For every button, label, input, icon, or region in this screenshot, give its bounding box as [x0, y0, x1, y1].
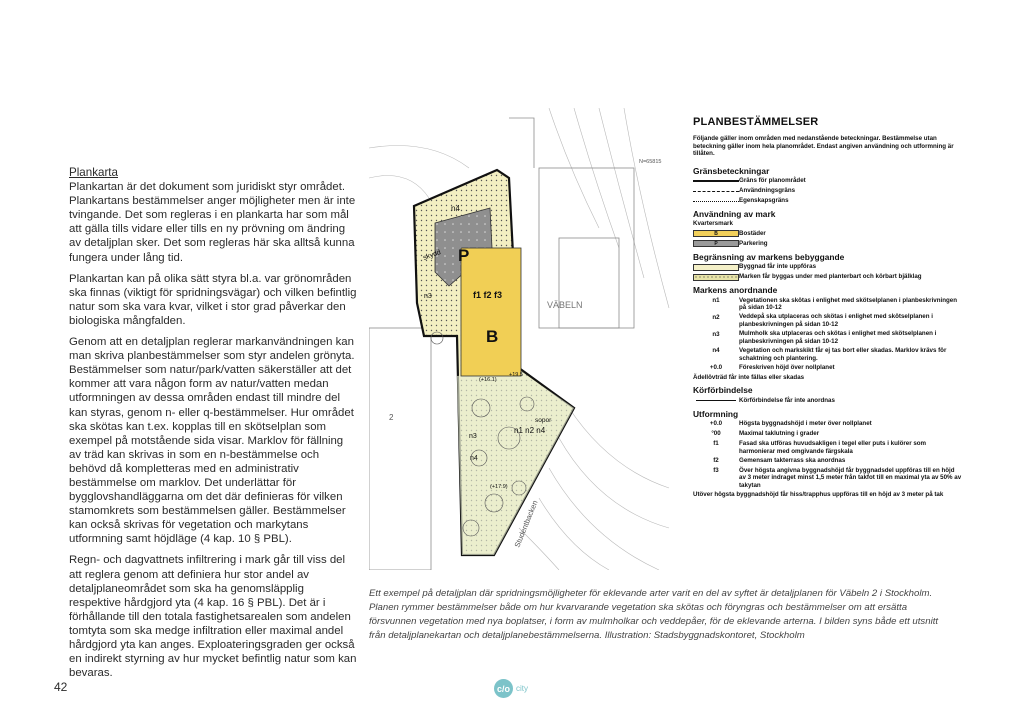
- logo: [494, 679, 528, 698]
- logo-mark: c/o: [494, 679, 513, 698]
- legend-row: [693, 347, 963, 362]
- legend-row: [693, 440, 963, 455]
- legend-text: Byggnad får inte uppföras: [739, 263, 817, 271]
- map-label: n4: [470, 455, 478, 462]
- legend-code: P: [693, 240, 739, 247]
- legend-row: [693, 467, 963, 489]
- map-label: 2: [389, 413, 394, 422]
- legend-text: Gemensam takterrass ska anordnas: [739, 456, 846, 464]
- page-number: 42: [54, 680, 68, 694]
- legend-section-heading: Användning av mark: [693, 209, 776, 220]
- legend-text: Veddepå ska utplaceras och skötas i enlighet med skötselplanen i planbeskrivningen på sidan 10-12: [739, 313, 933, 328]
- legend-subheading: Kvartersmark: [693, 220, 733, 228]
- body-paragraph: Regn- och dagvattnets infiltrering i mark går till viss del att reglera genom att definiera hur stor andel av detaljplaneområdet som ska ha genomsläpplig respektive hårdgjord yta (4 kap. 16 § PBL). Det är i förhållande till den totala fastighetsarealen som andelen tomtyta som ska medge infiltration eller maximal andel hårdgjord yta kan anges. Exploateringsgraden ger också en indirekt styrning av hur mycket befintlig natur som kan bevaras.: [69, 554, 357, 680]
- legend-panel: [693, 116, 963, 501]
- body-paragraph: Plankartan kan på olika sätt styra bl.a. var grönområden ska finnas (viktigt för spridningsvägar) och vilken befintlig natur som ska vara kvar, vilket i stor grad påverkar den biologiska mångfalden.: [69, 272, 357, 327]
- legend-text: Föreskriven höjd över nollplanet: [739, 363, 835, 371]
- legend-intro: Följande gäller inom områden med nedanstående beteckningar. Bestämmelse utan beteckning gäller inom hela planområdet. Endast angiven användning och utformning är tillåten.: [693, 135, 954, 158]
- legend-section-heading: Körförbindelse: [693, 385, 753, 396]
- map-label: n4: [451, 204, 460, 213]
- figure-caption: Ett exempel på detaljplan där spridningsmöjligheter för eklevande arter varit en del av syftet är detaljplanen för Väbeln 2 i Stockholm. Planen rymmer bestämmelser både om hur kvarvarande vegetation ska skötas och föryngras och bestämmelser om att ersätta försvunnen vegetation med nya boplatser, i form av mulmholkar och veddepåer, för de eklevande arterna. I bilden syns både ett utsnitt från detaljplanekartan och detaljplanebestämmelserna. Illustration: Stadsbyggnadskontoret, Stockholm: [369, 588, 939, 641]
- legend-code: °00: [711, 430, 721, 438]
- legend-section-heading: Markens anordnande: [693, 285, 778, 296]
- legend-section-heading: Begränsning av markens bebyggande: [693, 251, 845, 262]
- legend-text: Mulmholk ska utplaceras och skötas i enlighet med skötselplanen i planbeskrivningen på sidan 10-12: [739, 330, 937, 345]
- legend-text: Maximal taklutning i grader: [739, 430, 820, 438]
- legend-text: Bostäder: [739, 229, 766, 237]
- legend-row: [693, 263, 963, 271]
- legend-row: [693, 297, 963, 312]
- map-label: P: [458, 246, 470, 265]
- legend-text: Parkering: [739, 239, 768, 247]
- legend-code: f1: [713, 440, 719, 448]
- legend-code: B: [693, 230, 739, 237]
- legend-text: Vegetationen ska skötas i enlighet med skötselplanen i planbeskrivningen på sidan 10-12: [739, 296, 958, 312]
- map-label: (+16.1): [479, 377, 497, 383]
- legend-text: Högsta byggnadshöjd i meter över nollplanet: [739, 420, 872, 428]
- body-paragraph: Genom att en detaljplan reglerar markanvändningen kan man skriva planbestämmelser som styr andelen grönyta. Bestämmelser som natur/park/vatten säkerställer att det kommer att vara någon form av natur/vatten medan utformningen av dessa områden endast till mindre del kan styras, genom n- eller q-bestämmelser. Hur området ska skötas kan t.ex. kopplas till en skötselplan som exempel på motstående sida visar. Marklov för fällning av träd kan skrivas in som en n-bestämmelse och behövd då kompletteras med en administrativ bestämmelse om marklov. Det underlättar för bygglovshandläggarna om det där definieras för vilken stamomkrets som bestämmelsen gäller. Bestämmelser kan också skrivas för vegetation och markytans utformning samt höjdläge (4 kap. 10 § PBL).: [69, 336, 355, 546]
- legend-code: f3: [713, 467, 719, 475]
- legend-text: Användningsgräns: [739, 187, 796, 195]
- legend-section-heading: Gränsbeteckningar: [693, 165, 770, 176]
- legend-text: Körförbindelse får inte anordnas: [739, 396, 835, 404]
- map-label: sopor: [535, 417, 552, 424]
- legend-text: Egenskapsgräns: [739, 197, 789, 205]
- legend-code: +0.0: [709, 420, 723, 428]
- legend-row: [693, 177, 963, 185]
- logo-text: city: [516, 684, 528, 693]
- map-label: n3: [469, 433, 477, 440]
- plan-map-drawing: [369, 108, 670, 570]
- map-label: N=65815: [639, 159, 662, 165]
- map-label: Studentbacken: [512, 498, 540, 549]
- map-label: B: [486, 327, 499, 346]
- legend-code: n2: [712, 313, 720, 321]
- legend-code: n3: [712, 330, 720, 338]
- legend-row: [693, 313, 963, 328]
- map-label: skydd: [422, 249, 442, 262]
- map-label: n1 n2 n4: [514, 426, 546, 435]
- legend-row: [693, 397, 963, 405]
- legend-code: n4: [712, 347, 720, 355]
- legend-row: [693, 273, 963, 281]
- legend-text: Över högsta angivna byggnadshöjd får byggnadsdel uppföras till en höjd av 3 meter indraget minst 1,5 meter från takfot till en maximal yta av 50% av takytan: [739, 466, 962, 489]
- legend-code: n1: [712, 296, 720, 304]
- map-label: VÄBELN: [547, 300, 583, 310]
- map-label: n3: [424, 293, 432, 300]
- map-label: f1 f2 f3: [473, 290, 503, 300]
- section-heading: Plankarta: [69, 166, 118, 179]
- legend-note: Utöver högsta byggnadshöjd får hiss/trapphus uppföras till en höjd av 3 meter på tak: [693, 491, 944, 499]
- legend-text: Vegetation och markskikt får ej tas bort eller skadas. Marklov krävs för schaktning och plantering.: [739, 347, 947, 362]
- body-text-column: [69, 166, 357, 687]
- legend-row: [693, 364, 963, 372]
- body-paragraph: Plankartan är det dokument som juridiskt styr området. Plankartans bestämmelser anger möjligheter men är inte tvingande. Det som regleras i en plankarta har som mål att gälla tills vidare eller tills en ny prövning om ändring av detaljplan sker. Det som regleras här ska alltså kunna fungera under lång tid.: [69, 181, 356, 264]
- legend-text: Fasad ska utföras huvudsakligen i tegel eller puts i kulörer som harmonierar med omgivande färgskala: [739, 440, 927, 455]
- legend-code: +0.0: [709, 364, 723, 372]
- legend-row: [693, 420, 963, 428]
- legend-section-heading: Utformning: [693, 408, 739, 419]
- map-label: +19.5: [509, 372, 523, 378]
- legend-row: [693, 197, 963, 205]
- legend-title: PLANBESTÄMMELSER: [693, 116, 819, 128]
- legend-text: Marken får byggas under med planterbart och körbart bjälklag: [739, 273, 922, 281]
- legend-row: [693, 240, 963, 248]
- legend-row: [693, 230, 963, 238]
- legend-code: f2: [713, 457, 719, 465]
- legend-row: [693, 187, 963, 195]
- legend-note: Ädellövträd får inte fällas eller skadas: [693, 373, 805, 381]
- legend-row: [693, 457, 963, 465]
- map-label: (+17.9): [490, 484, 508, 490]
- legend-text: Gräns för planområdet: [739, 177, 806, 185]
- plan-map: [369, 108, 670, 570]
- legend-row: [693, 330, 963, 345]
- legend-row: [693, 430, 963, 438]
